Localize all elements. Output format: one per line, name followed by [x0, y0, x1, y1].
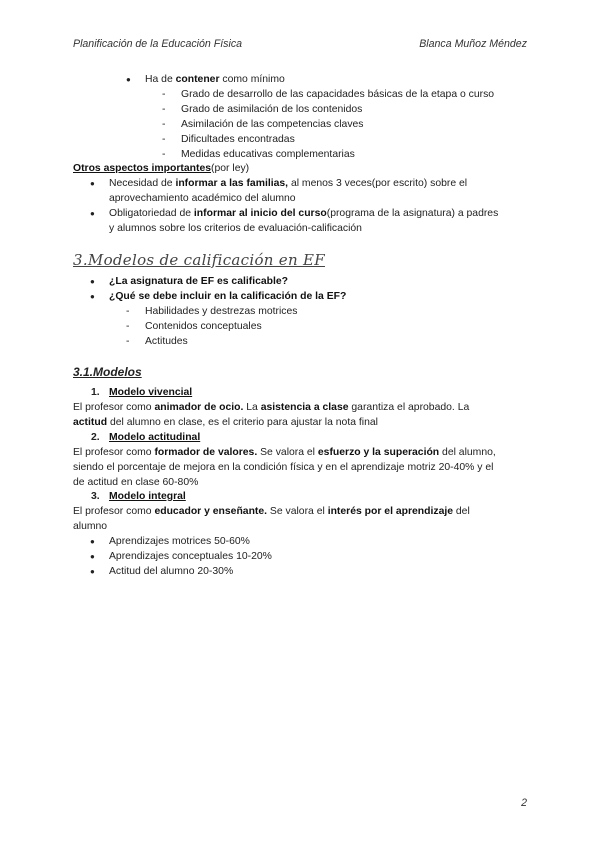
list-item: - Dificultades encontradas: [181, 132, 295, 147]
list-item: ● Actitud del alumno 20-30%: [109, 564, 233, 579]
list-item: ● Aprendizajes motrices 50-60%: [109, 534, 250, 549]
model-2-heading: 2. Modelo actitudinal: [91, 432, 201, 443]
list-item: ● Ha de contener como mínimo: [145, 72, 285, 87]
header-right: Blanca Muñoz Méndez: [419, 38, 527, 50]
model-3-text: El profesor como educador y enseñante. Se valora el interés por el aprendizaje del: [73, 506, 470, 517]
model-3-heading: 3. Modelo integral: [91, 491, 186, 502]
list-item: ● ¿Qué se debe incluir en la calificación de la EF?: [109, 289, 346, 304]
section-3-heading: 3.Modelos de calificación en EF: [73, 251, 325, 269]
list-item-continuation: y alumnos sobre los criterios de evaluación-calificación: [109, 223, 362, 234]
list-item: - Contenidos conceptuales: [145, 319, 262, 334]
list-item: ● ¿La asignatura de EF es calificable?: [109, 274, 288, 289]
otros-heading: Otros aspectos importantes(por ley): [73, 163, 250, 174]
model-2-text: El profesor como formador de valores. Se valora el esfuerzo y la superación del alumno,: [73, 447, 496, 458]
page-number: 2: [521, 797, 527, 809]
list-item-continuation: aprovechamiento académico del alumno: [109, 193, 296, 204]
model-3-text: alumno: [73, 521, 108, 532]
list-item: - Habilidades y destrezas motrices: [145, 304, 297, 319]
list-item: - Asimilación de las competencias claves: [181, 117, 364, 132]
list-item: - Medidas educativas complementarias: [181, 147, 355, 162]
list-item: ● Aprendizajes conceptuales 10-20%: [109, 549, 272, 564]
model-1-text: El profesor como animador de ocio. La asistencia a clase garantiza el aprobado. La: [73, 402, 470, 413]
model-1-heading: 1. Modelo vivencial: [91, 387, 193, 398]
list-item: ● Necesidad de informar a las familias, al menos 3 veces(por escrito) sobre el: [109, 176, 467, 191]
model-2-text: siendo el porcentaje de mejora en la condición física y en el aprendizaje motriz 20-40% y el: [73, 462, 494, 473]
list-item: - Grado de desarrollo de las capacidades básicas de la etapa o curso: [181, 87, 494, 102]
list-item: - Actitudes: [145, 334, 188, 349]
list-item: - Grado de asimilación de los contenidos: [181, 102, 362, 117]
section-3-1-heading: 3.1.Modelos: [73, 365, 142, 379]
list-item: ● Obligatoriedad de informar al inicio del curso(programa de la asignatura) a padres: [109, 206, 498, 221]
model-2-text: de actitud en clase 60-80%: [73, 477, 199, 488]
model-1-text: actitud del alumno en clase, es el criterio para ajustar la nota final: [73, 417, 378, 428]
header-left: Planificación de la Educación Física: [73, 38, 243, 50]
